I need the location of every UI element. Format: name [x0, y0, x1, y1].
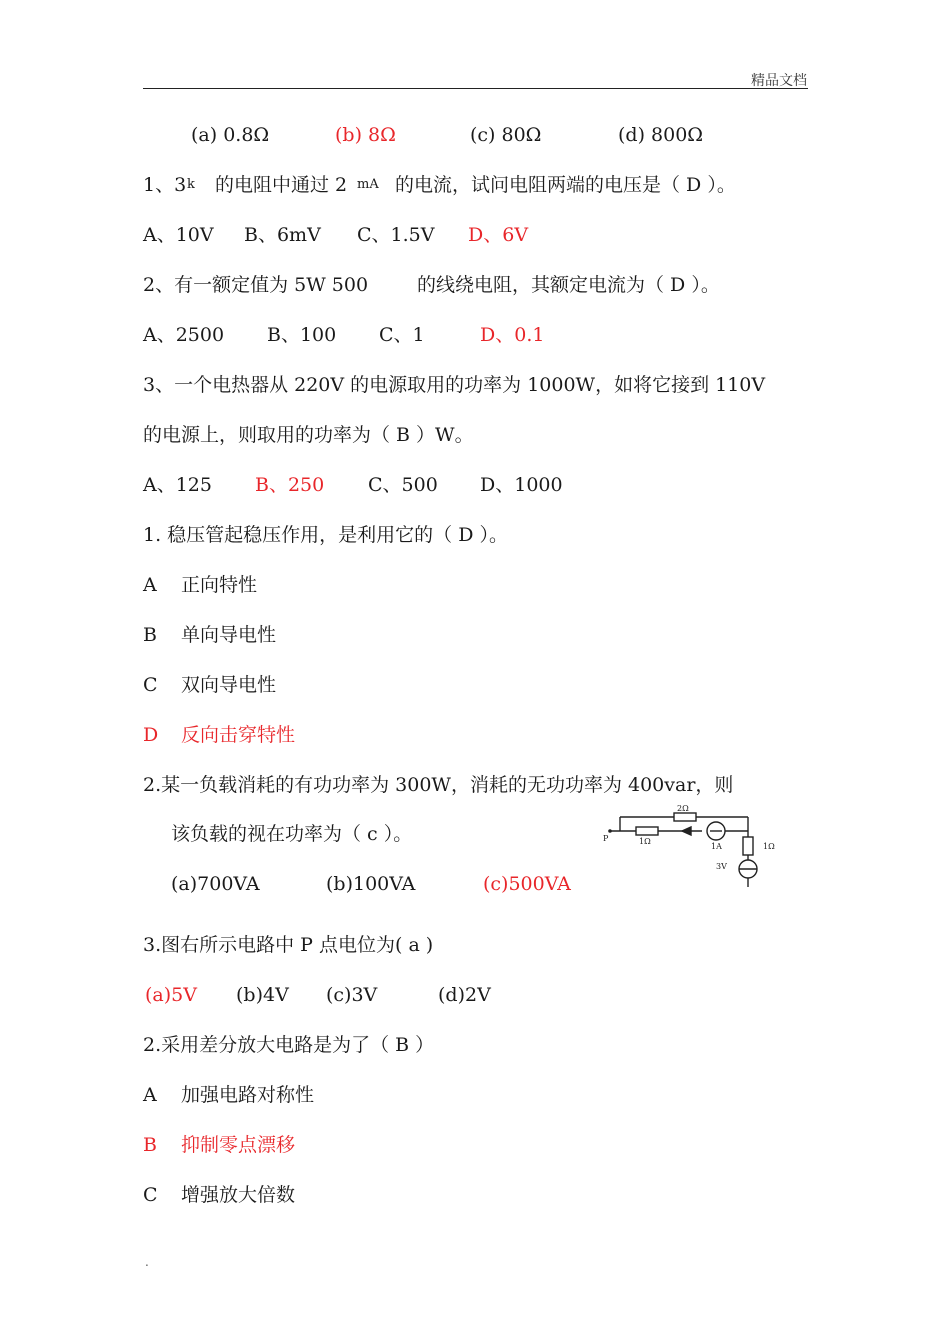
- circuit-label-voltage: 3V: [716, 862, 727, 871]
- circuit-diagram: [598, 803, 786, 891]
- text-segment: 2.采用差分放大电路是为了（ B ）: [143, 1034, 435, 1056]
- text-segment: (c)3V: [326, 984, 378, 1006]
- text-segment: 正向特性: [181, 574, 258, 596]
- text-segment: D、1000: [480, 474, 563, 496]
- text-segment: 的电源上，则取用的功率为（ B ）W。: [143, 424, 474, 446]
- text-segment: (b)100VA: [326, 873, 416, 895]
- text-segment: A: [143, 574, 157, 596]
- circuit-label-r-left: 1Ω: [639, 837, 651, 846]
- text-segment: 的电阻中通过 2: [215, 174, 348, 196]
- text-segment: (b) 8Ω: [335, 124, 396, 146]
- text-segment: 1、3: [143, 174, 187, 196]
- text-segment: A、2500: [143, 324, 225, 346]
- text-segment: (a)700VA: [171, 873, 260, 895]
- text-segment: (a) 0.8Ω: [191, 124, 270, 146]
- text-segment: 增强放大倍数: [181, 1184, 296, 1206]
- text-segment: D: [143, 724, 159, 746]
- text-segment: 3、一个电热器从 220V 的电源取用的功率为 1000W，如将它接到 110V: [143, 374, 766, 396]
- text-segment: 该负载的视在功率为（ c ）。: [171, 823, 413, 845]
- circuit-label-node: P: [603, 834, 609, 843]
- text-segment: A: [143, 1084, 157, 1106]
- text-segment: 的电流，试问电阻两端的电压是（ D ）。: [395, 174, 736, 196]
- text-segment: D、6V: [468, 224, 529, 246]
- text-segment: (a)5V: [145, 984, 197, 1006]
- text-segment: 反向击穿特性: [181, 724, 296, 746]
- text-segment: 加强电路对称性: [181, 1084, 315, 1106]
- text-segment: 2.某一负载消耗的有功功率为 300W，消耗的无功功率为 400var，则: [143, 774, 734, 796]
- text-segment: k: [187, 177, 195, 192]
- text-segment: (d) 800Ω: [618, 124, 704, 146]
- text-segment: (c)500VA: [483, 873, 571, 895]
- text-segment: C: [143, 1184, 158, 1206]
- text-segment: 1. 稳压管起稳压作用，是利用它的（ D ）。: [143, 524, 508, 546]
- text-segment: 2、有一额定值为 5W 500: [143, 274, 369, 296]
- page-header-title: 精品文档: [751, 73, 807, 89]
- text-segment: 单向导电性: [181, 624, 277, 646]
- text-segment: A、10V: [143, 224, 214, 246]
- text-segment: 抑制零点漂移: [181, 1134, 296, 1156]
- text-segment: C、500: [368, 474, 438, 496]
- circuit-label-current: 1A: [711, 842, 722, 851]
- text-segment: 3.图右所示电路中 P 点电位为( a ): [143, 934, 434, 956]
- footer-mark: .: [145, 1255, 149, 1269]
- text-segment: B: [143, 624, 157, 646]
- text-segment: C、1: [379, 324, 425, 346]
- text-segment: B、250: [255, 474, 325, 496]
- text-segment: 的线绕电阻，其额定电流为（ D ）。: [417, 274, 720, 296]
- text-segment: (d)2V: [438, 984, 491, 1006]
- header-rule: [143, 88, 808, 89]
- text-segment: B: [143, 1134, 157, 1156]
- text-segment: (c) 80Ω: [470, 124, 542, 146]
- text-segment: C: [143, 674, 158, 696]
- text-segment: 双向导电性: [181, 674, 277, 696]
- text-segment: B、6mV: [244, 224, 321, 246]
- text-segment: mA: [357, 177, 379, 192]
- text-segment: B、100: [267, 324, 337, 346]
- text-segment: (b)4V: [236, 984, 289, 1006]
- text-segment: D、0.1: [480, 324, 545, 346]
- circuit-label-r-right: 1Ω: [763, 842, 775, 851]
- text-segment: C、1.5V: [357, 224, 435, 246]
- text-segment: A、125: [143, 474, 212, 496]
- circuit-label-r-top: 2Ω: [677, 804, 689, 813]
